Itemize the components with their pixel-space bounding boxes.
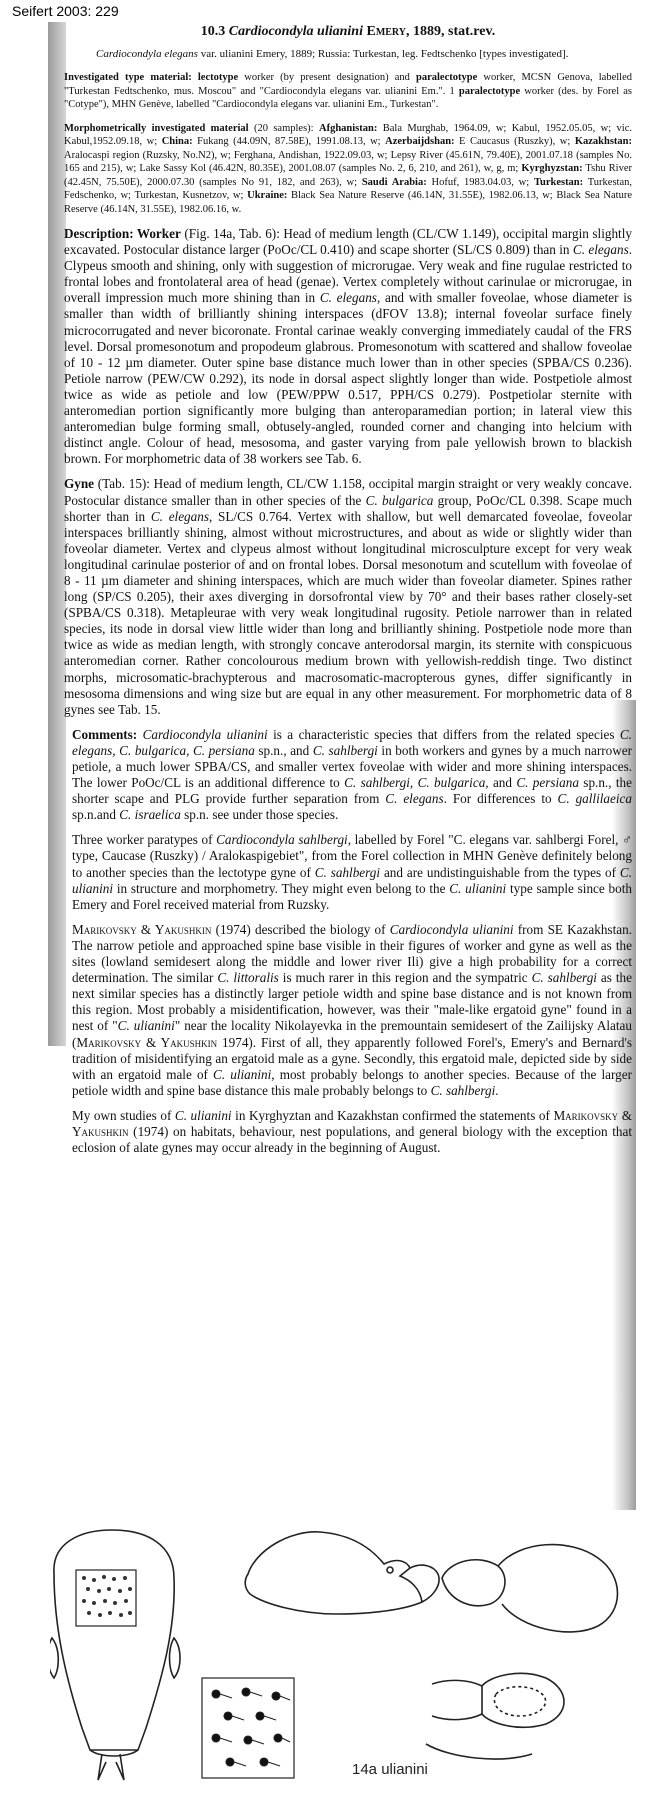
mesosoma-lateral-drawing	[245, 1532, 617, 1632]
morphometric-material: Morphometrically investigated material (20 samples): Afghanistan: Bala Murghab, 1964.09, w; Kabul, 1952.05.05, w; vic. Kabul,1952.09.18, w; China: Fukang (44.09N, 87.58E), 1991.08.13, w; Azerbaijdshan: E Caucasus (Ruszky), w; Kazakhstan: Aralocaspi region (Ruzsky, No.N2), w; Ferghana, Andishan, 1922.09.03, w; Lepsy River (45.61N, 79.40E), 2001.07.18 (samples No. 165 and 215), w; Lake Sassy Kol (46.42N, 80.35E), 2001.08.07 (samples No. 2, 6, 210, and 261), w, g, m; Kyrghyzstan: Tshu River (42.45N, 75.50E), 2000.07.30 (samples No 91, 182, and 263), w; Saudi Arabia: Hofuf, 1983.04.03, w; Turkestan: Turkestan, Fedschenko, w; Turkestan, Kusnetzov, w; Ukraine: Black Sea Nature Reserve (46.14N, 31.55E), 1982.06.13, w; Black Sea Nature Reserve (46.14N, 31.55E), 1982.06.16, w.	[64, 122, 633, 215]
comments: Comments: Cardiocondyla ulianini is a characteristic species that differs from the related species C. elegans, C. bulgarica, C. persiana sp.n., and C. sahlbergi in both workers and gynes by a much narrower petiole, a much lower SPBA/CS, and smaller vertex foveolae with wider and more shining interspaces. The lower PoOc/CL is an additional difference to C. sahlbergi, C. bulgarica, and C. persiana sp.n., the shorter scape and PLG provide further separation from C. elegans. For differences to C. gallilaeica sp.n.and C. israelica sp.n. see under those species.	[72, 726, 632, 823]
head-outline-drawing	[50, 1530, 180, 1780]
section-heading	[64, 24, 632, 40]
description-worker: Description: Worker (Fig. 14a, Tab. 6): Head of medium length (CL/CW 1.149), occipital margin slightly excavated. Postocular distance larger (PoOc/CL 0.410) and scape shorter (SL/CS 0.809) than in C. elegans. Clypeus smooth and shining, only with suggestion of microrugae. Very weak and fine rugulae restricted to frontal lobes and frontolateral area of head (genae). Vertex completely without carinulae or microrugae, in overall impression much more shining than in C. elegans, and with smaller foveolae, whose diameter is smaller than width of brilliantly shining interspaces (dFOV 13.8); internal foveolar surface finely microcorrugated and never bicoronate. Frontal carinae weakly converging immediately caudal of the FRS level. Dorsal promesonotum and propodeum glabrous. Promesonotum with scattered and shallow foveolae of 10 - 12 µm diameter. Outer spine base distance much lower than in other species (SPBA/CS 0.236). Petiole narrow (PEW/CW 0.292), its node in dorsal aspect slightly longer than wide. Postpetiole almost twice as wide as petiole and low (PEW/PPW 0.517, PPH/CS 0.279). Postpetiolar sternite with anteromedian portion significantly more bulging than anteroparamedian portion; in lateral view this anteromedian bulge forming small, obtusely-angled, rounded corner and changing into helcium with distinct angle. Colour of head, mesosoma, and gaster varying from pale yellowish brown to blackish brown. For morphometric data of 38 workers see Tab. 6.	[64, 226, 633, 467]
foveolae-detail-inset	[202, 1678, 294, 1778]
figure-14a	[50, 1518, 632, 1798]
taxon-year: , 1889, stat.rev.	[406, 24, 496, 39]
page-citation: Seifert 2003: 229	[6, 0, 125, 22]
type-material: Investigated type material: lectotype worker (by present designation) and paralectotype worker, MCSN Genova, labelled "Turkestan Fedtschenko, mus. Moscou" and "Cardiocondyla elegans var. ulianini Em.". 1 paralectotype worker (des. by Forel as "Cotype"), MHN Genève, labelled "Cardiocondyla elegans var. ulianini Em., Turkestan".	[64, 72, 632, 110]
figure-drawings	[50, 1518, 632, 1798]
taxon-author: Emery	[366, 24, 407, 39]
taxon-name: Cardiocondyla ulianini	[228, 24, 363, 39]
figure-label: 14a ulianini	[352, 1761, 428, 1778]
petiole-dorsal-drawing	[426, 1673, 564, 1759]
section-number: 10.3	[200, 24, 226, 39]
description-gyne: Gyne (Tab. 15): Head of medium length, CL/CW 1.158, occipital margin straight or very weakly concave. Postocular distance smaller than in other species of the C. bulgarica group, PoOc/CL 0.398. Scape much shorter than in C. elegans, SL/CS 0.764. Vertex with shallow, but well demarcated foveolae, foveolar interspaces brilliantly shining, almost without microstructures, and about as wide or slightly wider than foveolar diameter. Vertex and clypeus almost without longitudinal microsculpture except for very weak longitudinal carinulae posterior of and on frontal lobes. Dorsal mesonotum and scutellum with foveolae of 8 - 11 µm diameter and shining interspaces, which are much wider than foveolar diameter. Spines rather long (SP/CS 0.205), their axes diverging in dorsofrontal view by 70° and their bases rather closely-set (SPBA/CS 0.318). Metapleurae with very weak longitudinal rugosity. Petiole narrower than in related species, its node in dorsal view little wider than long and brilliantly shining. Postpetiole node more than twice as wide as median length, with strongly concave anterodorsal margin, its sternite with conspicuous anteromedian corner. Rather concolourous medium brown with yellowish-reddish tinge. Two distinct morphs, microsomatic-brachypterous and macrosomatic-macropterous gynes, differ significantly in mesosoma dimensions and wing size but are equal in any other measurement. For morphometric data of 8 gynes see Tab. 15.	[64, 476, 633, 717]
own-studies-paragraph: My own studies of C. ulianini in Kyrghyztan and Kazakhstan confirmed the statements of Marikovsky & Yakushkin (1974) on habitats, behaviour, nest populations, and general biology with the exception that eclosion of alate gynes may occur already in the beginning of August.	[72, 1107, 632, 1156]
marikovsky-paragraph: Marikovsky & Yakushkin (1974) described the biology of Cardiocondyla ulianini from SE Kazakhstan. The narrow petiole and approached spine base visible in their figures of worker and gyne as well as the sites (lowland semidesert along the middle and lower river Ili) give a high probability for a correct determination. The similar C. littoralis is much rarer in this region and the sympatric C. sahlbergi as the next similar species has a distinctly larger petiole width and spine base distance and is not known from this region. Most probably a misidentification, however, was their "male-like ergatoid gyne" found in a nest of "C. ulianini" near the locality Nikolayevka in the premountain semidesert of the Zailijsky Alatau (Marikovsky & Yakushkin 1974). First of all, they apparently followed Forel's, Emery's and Bernard's tradition of misidentifying an ergatoid male as a gyne. Secondly, this ergatoid male, depicted side by side with an ergatoid male of C. ulianini, most probably belongs to another species. Because of the larger petiole width and spine base distance this male probably belongs to C. sahlbergi.	[72, 921, 632, 1098]
synonymy: Cardiocondyla elegans var. ulianini Emery, 1889; Russia: Turkestan, leg. Fedtschenko [types investigated].	[96, 48, 569, 60]
vertex-sculpture-inset	[76, 1570, 136, 1626]
article-text	[50, 18, 632, 1165]
paratypes-paragraph: Three worker paratypes of Cardiocondyla sahlbergi, labelled by Forel "C. elegans var. sahlbergi Forel, ♂ type, Caucase (Ruszky) / Aralokaspigebiet", from the Forel collection in MHN Genève definitely belong to another species than the lectotype gyne of C. sahlbergi and are undistinguishable from the types of C. ulianini in structure and morphometry. They might even belong to the C. ulianini type sample since both Emery and Forel received material from Ruzsky.	[72, 832, 632, 912]
